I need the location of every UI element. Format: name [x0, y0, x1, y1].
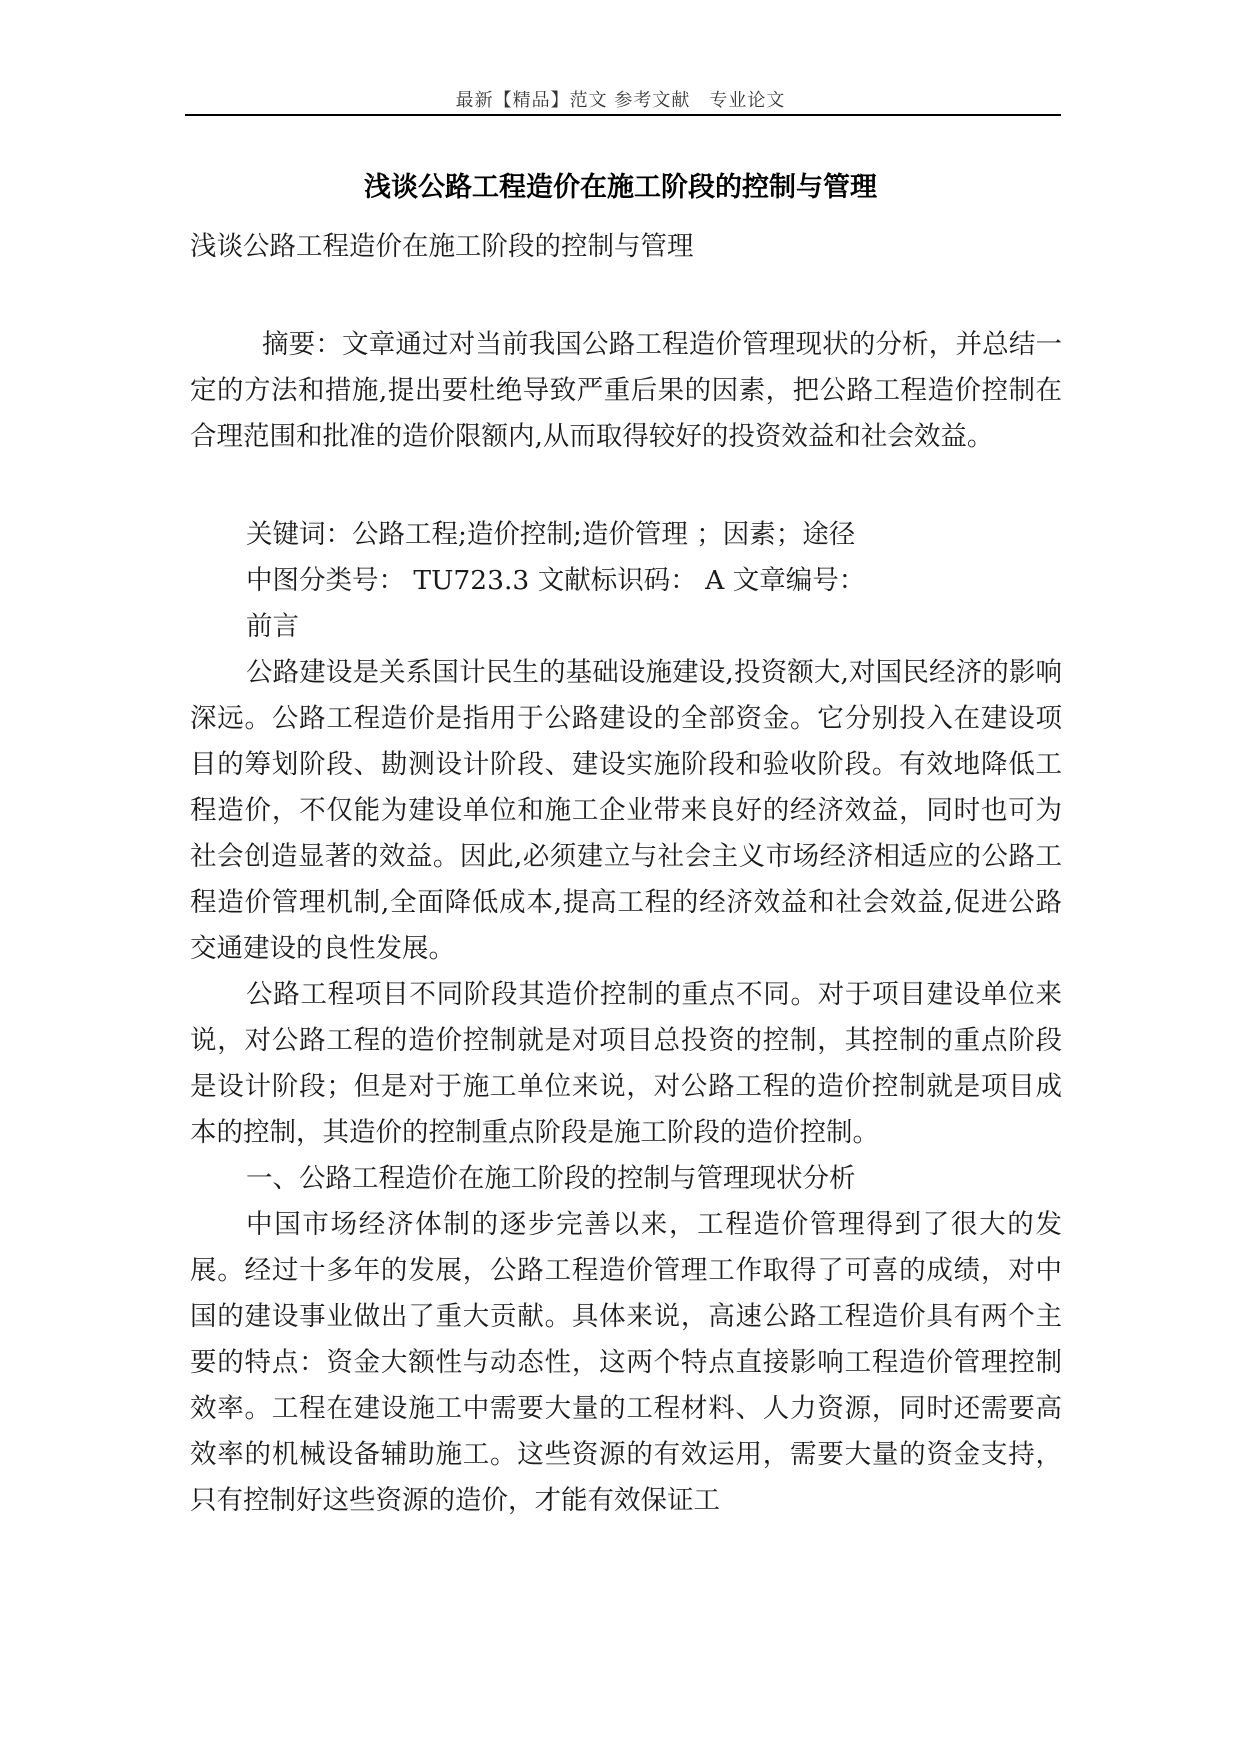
page-header: 最新【精品】范文 参考文献 专业论文: [455, 90, 786, 111]
preface-heading: 前言: [246, 611, 299, 642]
classification-line: 中图分类号： TU723.3 文献标识码： A 文章编号：: [246, 565, 866, 596]
section-heading: 一、公路工程造价在施工阶段的控制与管理现状分析: [246, 1163, 856, 1194]
keywords-line: 关键词：公路工程;造价控制;造价管理 ；因素；途径: [246, 519, 856, 550]
abstract-paragraph: 摘要：文章通过对当前我国公路工程造价管理现状的分析，并总结一定的方法和措施,提出要杜绝导致严重后果的因素，把公路工程造价控制在合理范围和批准的造价限额内,从而取得较好的投资效益和社会效益。: [190, 329, 1062, 452]
document-title: 浅谈公路工程造价在施工阶段的控制与管理: [364, 172, 877, 203]
header-divider: [185, 114, 1061, 116]
body-paragraph: 公路建设是关系国计民生的基础设施建设,投资额大,对国民经济的影响深远。公路工程造价是指用于公路建设的全部资金。它分别投入在建设项目的筹划阶段、勘测设计阶段、建设实施阶段和验收阶段。有效地降低工程造价，不仅能为建设单位和施工企业带来良好的经济效益，同时也可为社会创造显著的效益。因此,必须建立与社会主义市场经济相适应的公路工程造价管理机制,全面降低成本,提高工程的经济效益和社会效益,促进公路交通建设的良性发展。: [190, 657, 1062, 964]
document-body: [190, 224, 1062, 1524]
body-paragraph: 公路工程项目不同阶段其造价控制的重点不同。对于项目建设单位来说，对公路工程的造价控制就是对项目总投资的控制，其控制的重点阶段是设计阶段；但是对于施工单位来说，对公路工程的造价控制就是项目成本的控制，其造价的控制重点阶段是施工阶段的造价控制。: [190, 979, 1062, 1148]
body-paragraph: 中国市场经济体制的逐步完善以来，工程造价管理得到了很大的发展。经过十多年的发展，公路工程造价管理工作取得了可喜的成绩，对中国的建设事业做出了重大贡献。具体来说，高速公路工程造价具有两个主要的特点：资金大额性与动态性，这两个特点直接影响工程造价管理控制效率。工程在建设施工中需要大量的工程材料、人力资源，同时还需要高效率的机械设备辅助施工。这些资源的有效运用，需要大量的资金支持，只有控制好这些资源的造价，才能有效保证工: [190, 1209, 1062, 1516]
document-subtitle: 浅谈公路工程造价在施工阶段的控制与管理: [190, 231, 694, 262]
